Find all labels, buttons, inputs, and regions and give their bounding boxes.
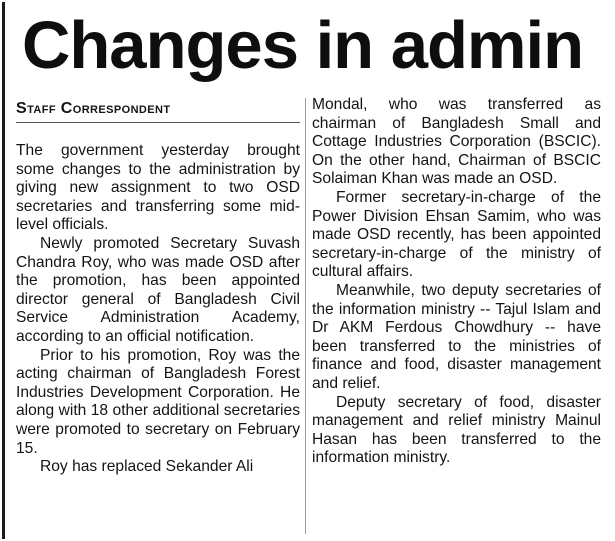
article-paragraph: Deputy secretary of food, disaster management and relief ministry Mainul Hasan has been transferred to the information ministry.	[312, 393, 601, 467]
article-paragraph: Former secretary-in-charge of the Power Division Ehsan Samim, who was made OSD recently, has been appointed secretary-in-charge of the ministry of cultural affairs.	[312, 188, 601, 281]
headline: Changes in admin	[22, 8, 584, 83]
article-paragraph: Roy has replaced Sekander Ali	[40, 458, 254, 476]
byline: Staff Correspondent	[16, 100, 171, 117]
article-paragraph: Prior to his promotion, Roy was the acting chairman of Bangladesh Forest Industries Development Corporation. He along with 18 other additional secretaries were promoted to secretary on February 15.	[16, 346, 300, 457]
article-paragraph: Mondal, who was transferred as chairman of Bangladesh Small and Cottage Industries Corporation (BSCIC). On the other hand, Chairman of BSCIC Solaiman Khan was made an OSD.	[312, 96, 601, 188]
left-border-rule	[2, 2, 5, 539]
article-column-right	[312, 96, 601, 468]
article-column-left	[16, 96, 300, 477]
article-paragraph: Meanwhile, two deputy secretaries of the information ministry -- Tajul Islam and Dr AKM Ferdous Chowdhury -- have been transferred to the ministries of finance and food, disaster management and relief.	[312, 281, 601, 392]
column-divider	[305, 98, 306, 534]
byline-underline	[16, 122, 300, 123]
article-paragraph: The government yesterday brought some changes to the administration by giving new assignment to two OSD secretaries and transferring some mid-level officials.	[16, 142, 300, 234]
article-paragraph: Newly promoted Secretary Suvash Chandra Roy, who was made OSD after the promotion, has been appointed director general of Bangladesh Civil Service Administration Academy, according to an official notification.	[16, 234, 300, 345]
